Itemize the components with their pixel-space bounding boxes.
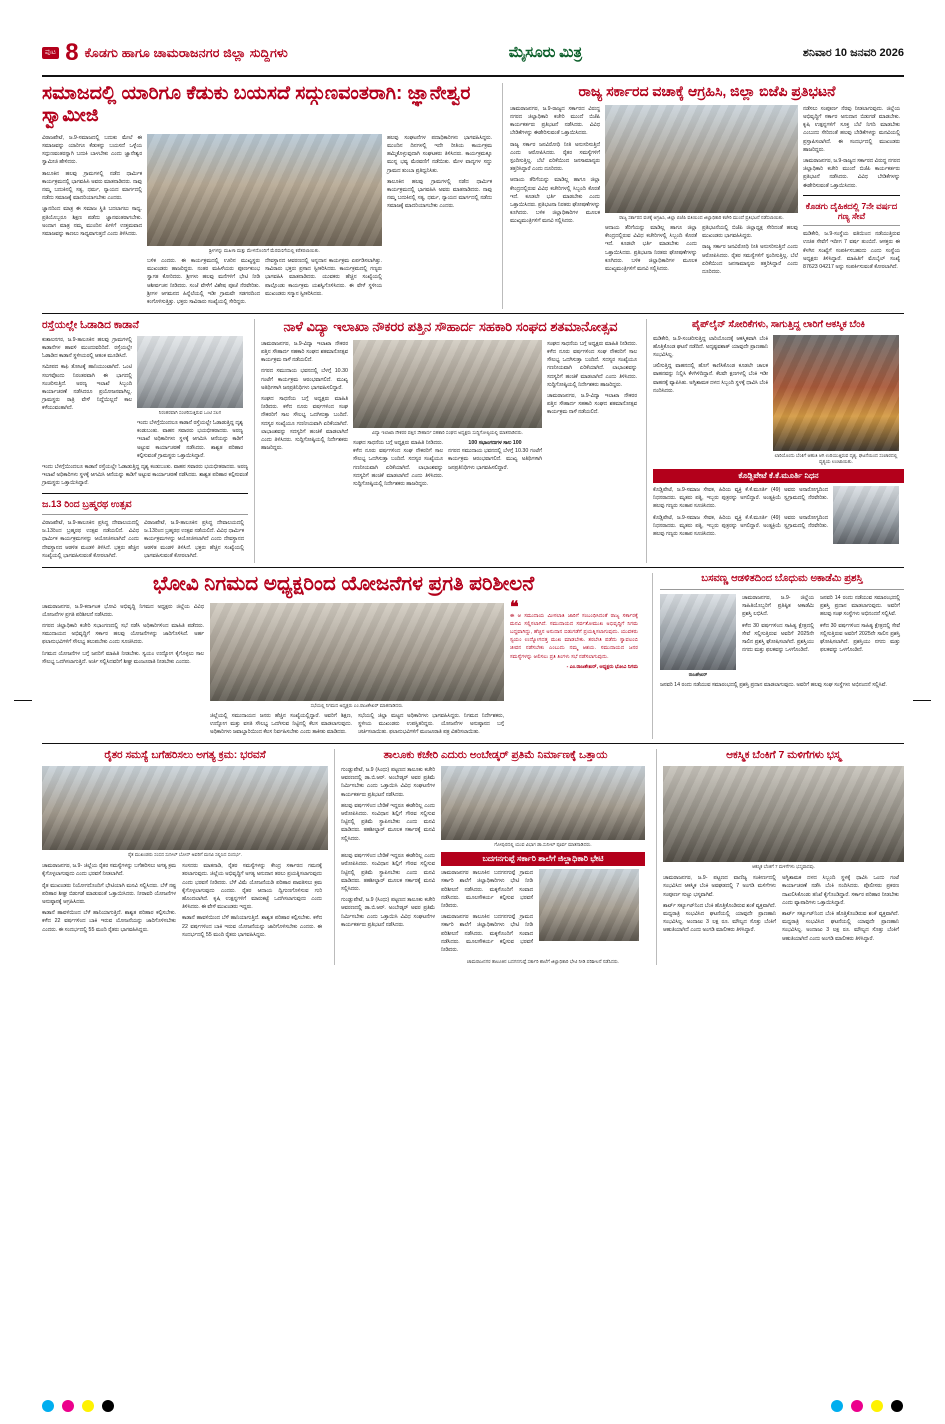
academy-para-1: ಚಾಮರಾಜನಗರ, ಜ.9- ಜಿಲ್ಲೆಯ ಸಾಹಿತಿಯೊಬ್ಬರಿಗೆ ಪ್ರತಿಷ್ಠಿತ ಅಕಾಡೆಮಿ ಪ್ರಶಸ್ತಿ ಲಭಿಸಿದೆ. bbox=[742, 595, 814, 618]
academy-portrait bbox=[660, 594, 736, 670]
trim-mark-left bbox=[14, 700, 32, 701]
ambedkar-photo-block bbox=[441, 766, 645, 848]
ambedkar-para-3: ಹಲವು ವರ್ಷಗಳಿಂದ ಬೇಡಿಕೆ ಇದ್ದರೂ ಈಡೇರಿಲ್ಲ ಎಂದು ಆರೋಪಿಸಿದರು. ಸಂವಿಧಾನ ಶಿಲ್ಪಿಗೆ ಗೌರವ ಸಲ್ಲಿಸುವ ನಿಟ್ಟಿನಲ್ಲಿ ಪ್ರತಿಮೆ ಸ್ಥಾಪಿಸಬೇಕು ಎಂದು ಮನವಿ ಮಾಡಿದರು. ತಹಶೀಲ್ದಾರ್ ಮೂಲಕ ಸರ್ಕಾರಕ್ಕೆ ಮನವಿ ಸಲ್ಲಿಸಿದರು. bbox=[341, 853, 435, 893]
obit-photo-block bbox=[833, 486, 899, 544]
fire7-photo-caption: ಆಕಸ್ಮಿಕ ಬೆಂಕಿಗೆ 7 ಮಳಿಗೆಗಳು ಭಸ್ಮವಾದವು. bbox=[752, 864, 815, 870]
ambedkar-col-1 bbox=[341, 766, 441, 848]
bus-fire-photo-block bbox=[773, 335, 899, 465]
bjp-para-5: ರಾಜ್ಯ ಸರ್ಕಾರ ಜನವಿರೋಧಿ ನೀತಿ ಅನುಸರಿಸುತ್ತಿದೆ ಎಂದು ಆರೋಪಿಸಿದರು. ರೈತರ ಸಮಸ್ಯೆಗಳಿಗೆ ಸ್ಪಂದಿಸುತ್ತಿಲ್ಲ. ಬೆಲೆ ಏರಿಕೆಯಿಂದ ಜನಸಾಮಾನ್ಯರು ತತ್ತರಿಸಿದ್ದಾರೆ ಎಂದು ದೂರಿದರು. bbox=[702, 244, 798, 275]
bjp-col-1 bbox=[510, 105, 605, 279]
bjp-col-2 bbox=[605, 224, 702, 279]
farmer-para-5: ಕಾಡಾನೆ ಹಾವಳಿಯಿಂದ ಬೆಳೆ ಹಾನಿಯಾಗುತ್ತಿದೆ. ಶಾಶ್ವತ ಪರಿಹಾರ ಕಲ್ಪಿಸಬೇಕು. ಕಳೆದ 22 ವರ್ಷಗಳಿಂದ ಬಾಕಿ ಇರುವ ಯೋಜನೆಯನ್ನು ಜಾರಿಗೊಳಿಸಬೇಕು ಎಂದರು. ಈ ಸಂದರ್ಭದಲ್ಲಿ 55 ಮಂದಿ ರೈತರು ಭಾಗವಹಿಸಿದ್ದರು. bbox=[182, 915, 322, 938]
color-registration-marks bbox=[42, 1400, 114, 1412]
bjp-col-4 bbox=[803, 105, 900, 279]
bhovi-col-1 bbox=[42, 603, 210, 740]
school-visit-caption: ಚಾಮರಾಜನಗರ ತಾಲೂಕಿನ ಬದಗನಗುಪ್ಪೆ ಸರ್ಕಾರಿ ಶಾಲೆಗೆ ಜಿಲ್ಲಾಧಿಕಾರಿ ಭೇಟಿ ನೀಡಿ ಪರಿಶೀಲನೆ ನಡೆಸಿದರು. bbox=[466, 959, 620, 965]
bus-fire-photo-caption: ಲಾರಿಯೊಂದು ಬೆಂಕಿಗೆ ಆಹುತಿ ಆಗಿ ಉರಿಯುತ್ತಿರುವ ದೃಶ್ಯ. ಘಟನೆಯಿಂದ ಸಂಚಾರದಲ್ಲಿ ವ್ಯತ್ಯಯ ಉಂಟಾಯಿತು. bbox=[774, 452, 898, 464]
blood-headline: ಕೊಡಗು ದೈಹಿಕದಲ್ಲಿ 7ನೇ ವರ್ಷದ ಗಣ್ಯ ಸೇವೆ bbox=[805, 200, 898, 222]
bhovi-col-2 bbox=[210, 712, 358, 740]
fire7-col-2 bbox=[782, 874, 899, 946]
page-label: ಪುಟ bbox=[42, 47, 59, 59]
bhovi-band bbox=[42, 573, 904, 739]
section-title: ಕೊಡಗು ಹಾಗೂ ಚಾಮರಾಜನಗರ ಜಿಲ್ಲಾ ಸುದ್ದಿಗಳು bbox=[84, 45, 288, 60]
coop-para-6: ಚಾಮರಾಜನಗರ, ಜ.9-ವಿದ್ಯಾ ಇಲಾಖಾ ನೌಕರರ ಪತ್ತಿನ ಸೌಹಾರ್ದ ಸಹಕಾರಿ ಸಂಘದ ಶತಮಾನೋತ್ಸವ ಕಾರ್ಯಕ್ರಮ ನಾಳೆ ನಡೆಯಲಿದೆ. bbox=[547, 393, 637, 416]
academy-photo-block bbox=[660, 594, 742, 678]
elephant-photo-caption: ನಿರಂತರವಾಗಿ ಸಂಚರಿಸುತ್ತಿರುವ ಒಂಟಿ ಸಲಗ bbox=[158, 409, 222, 415]
obit-text bbox=[653, 486, 833, 544]
coop-col-2 bbox=[353, 439, 448, 491]
coop-para-3: ಸಂಘದ ಸಾಧನೆಯ ಬಗ್ಗೆ ಅಧ್ಯಕ್ಷರು ಮಾಹಿತಿ ನೀಡಿದರು. ಕಳೆದ ನೂರು ವರ್ಷಗಳಿಂದ ಸಂಘ ನೌಕರರಿಗೆ ಸಾಲ ಸೌಲಭ್ಯ ಒದಗಿಸುತ್ತಾ ಬಂದಿದೆ. ಸದಸ್ಯರ ಸಂಖ್ಯೆಯೂ ಗಣನೀಯವಾಗಿ ಏರಿಕೆಯಾಗಿದೆ. ಲಾಭಾಂಶವನ್ನು ಸದಸ್ಯರಿಗೆ ಹಂಚಿಕೆ ಮಾಡಲಾಗಿದೆ ಎಂದು ತಿಳಿಸಿದರು. ಸುದ್ದಿಗೋಷ್ಠಿಯಲ್ಲಿ ನಿರ್ದೇಶಕರು ಹಾಜರಿದ್ದರು. bbox=[353, 440, 443, 488]
farmer-photo-caption: ರೈತ ಮುಖಂಡರು ಸಂಸದ ಸುನೀಲ್ ಬೋಸ್ ಅವರಿಗೆ ಮನವಿ ಸಲ್ಲಿಸಿದ ಸಂದರ್ಭ. bbox=[128, 852, 242, 858]
black-dot bbox=[102, 1400, 114, 1412]
yellow-dot bbox=[82, 1400, 94, 1412]
elephant-photo-block bbox=[137, 336, 243, 463]
trim-mark-right bbox=[913, 700, 931, 701]
bjp-col-3 bbox=[702, 224, 798, 279]
masthead-left bbox=[42, 41, 288, 65]
bus-fire-para-2: ಚಲಿಸುತ್ತಿದ್ದ ವಾಹನದಲ್ಲಿ ಹೊಗೆ ಕಾಣಿಸಿಕೊಂಡ ಕೂಡಲೇ ಚಾಲಕ ವಾಹನವನ್ನು ನಿಲ್ಲಿಸಿ ಕೆಳಗಿಳಿದಿದ್ದಾನೆ. ಕೆಲವೇ ಕ್ಷಣಗಳಲ್ಲಿ ಬೆಂಕಿ ಇಡೀ ವಾಹನಕ್ಕೆ ವ್ಯಾಪಿಸಿತು. ಅಗ್ನಿಶಾಮಕ ದಳದ ಸಿಬ್ಬಂದಿ ಸ್ಥಳಕ್ಕೆ ಧಾವಿಸಿ ಬೆಂಕಿ ನಂದಿಸಿದರು. bbox=[653, 363, 768, 394]
bus-fire-photo bbox=[773, 335, 899, 451]
bus-fire-headline: ಪೈಪ್‌ಲೈನ್ ಸೋರಿಕೆಗಳು, ಸಾಗುತ್ತಿದ್ದ ಲಾರಿಗೆ ಆಕಸ್ಮಿಕ ಬೆಂಕಿ bbox=[692, 319, 865, 331]
fire7-headline: ಆಕಸ್ಮಿಕ ಬೆಂಕಿಗೆ 7 ಮಳಿಗೆಗಳು ಭಸ್ಮ bbox=[726, 749, 841, 762]
bhovi-story bbox=[42, 573, 652, 739]
academy-name-caption: ರಾಜಶೇಖರ್ bbox=[688, 672, 708, 678]
cyan-dot bbox=[42, 1400, 54, 1412]
fire7-photo bbox=[663, 766, 904, 862]
bhovi-para-3: ನಿಗಮದ ಯೋಜನೆಗಳ ಬಗ್ಗೆ ಜನರಿಗೆ ಮಾಹಿತಿ ನೀಡಬೇಕು. ಸ್ವಯಂ ಉದ್ಯೋಗ ಕೈಗೊಳ್ಳಲು ಸಾಲ ಸೌಲಭ್ಯ ಒದಗಿಸಲಾಗುತ್ತಿದೆ. ಅರ್ಜಿ ಸಲ್ಲಿಸಿದವರಿಗೆ ಶೀಘ್ರ ಮಂಜೂರಾತಿ ನೀಡಬೇಕು ಎಂದರು. bbox=[42, 650, 204, 665]
bhovi-para-2: ನಗರದ ಜಿಲ್ಲಾಧಿಕಾರಿ ಕಚೇರಿ ಸಭಾಂಗಣದಲ್ಲಿ ಸಭೆ ನಡೆಸಿ ಅಧಿಕಾರಿಗಳಿಂದ ಮಾಹಿತಿ ಪಡೆದರು. ಸಮುದಾಯದ ಅಭಿವೃದ್ಧಿಗೆ ಸರ್ಕಾರ ಹಲವು ಯೋಜನೆಗಳನ್ನು ಜಾರಿಗೊಳಿಸಿದೆ. ಅರ್ಹ ಫಲಾನುಭವಿಗಳಿಗೆ ಸೌಲಭ್ಯ ತಲುಪಬೇಕು ಎಂದು ಸೂಚಿಸಿದರು. bbox=[42, 623, 204, 646]
issue-date: ಶನಿವಾರ 10 ಜನವರಿ 2026 bbox=[802, 46, 904, 59]
coop-story bbox=[254, 319, 646, 563]
academy-para-2: ಕಳೆದ 30 ವರ್ಷಗಳಿಂದ ಸಾಹಿತ್ಯ ಕ್ಷೇತ್ರದಲ್ಲಿ ಸೇವೆ ಸಲ್ಲಿಸುತ್ತಿರುವ ಅವರಿಗೆ 2025ನೇ ಸಾಲಿನ ಪ್ರಶಸ್ತಿ ಘೋಷಿಸಲಾಗಿದೆ. ಪ್ರಶಸ್ತಿಯು ನಗದು ಮತ್ತು ಫಲಕವನ್ನು ಒಳಗೊಂಡಿದೆ. bbox=[742, 622, 814, 654]
bhovi-quote-byline: - ಎಂ.ರಾಜಶೇಖರ್, ಅಧ್ಯಕ್ಷರು ಭೋವಿ ನಿಗಮ bbox=[566, 663, 638, 670]
magenta-dot bbox=[62, 1400, 74, 1412]
bjp-para-7: ಚಾಮರಾಜನಗರ, ಜ.9-ರಾಜ್ಯದ ಸರ್ಕಾರದ ವಿರುದ್ಧ ನಗರದ ಜಿಲ್ಲಾಧಿಕಾರಿ ಕಚೇರಿ ಮುಂದೆ ಬಿಜೆಪಿ ಕಾರ್ಯಕರ್ತರು ಪ್ರತಿಭಟನೆ ನಡೆಸಿದರು. ವಿವಿಧ ಬೇಡಿಕೆಗಳನ್ನು ಈಡೇರಿಸುವಂತೆ ಒತ್ತಾಯಿಸಿದರು. bbox=[803, 158, 900, 189]
lead-para-7: ತಾಲೂಕಿನ ಹಲವು ಗ್ರಾಮಗಳಲ್ಲಿ ನಡೆದ ಧಾರ್ಮಿಕ ಕಾರ್ಯಕ್ರಮದಲ್ಲಿ ಭಾಗವಹಿಸಿ ಅವರು ಮಾತನಾಡಿದರು. ನಾವು ನಮ್ಮ ಬದುಕಿನಲ್ಲಿ ಸತ್ಯ, ಧರ್ಮ, ನ್ಯಾಯದ ಮಾರ್ಗದಲ್ಲಿ ನಡೆದು ಸಮಾಜಕ್ಕೆ ಮಾದರಿಯಾಗಬೇಕು ಎಂದರು. bbox=[387, 178, 492, 210]
lead-para-3: ಜ್ಞಾನದಿಂದ ಮಾತ್ರ ಈ ಸಮಾಜ ಸ್ಥಿತಿ ಬದಲಾಗಲು ಸಾಧ್ಯ. ಪ್ರತಿಯೊಬ್ಬರೂ ಶಿಕ್ಷಣ ಪಡೆದು ಜ್ಞಾನವಂತರಾಗಬೇಕು. ಅಂದಾಗ ಮಾತ್ರ ನಮ್ಮ ಮುಂದಿನ ಪೀಳಿಗೆ ಉತ್ತಮವಾದ ಸಮಾಜವನ್ನು ಕಾಣಲು ಸಾಧ್ಯವಾಗುತ್ತದೆ ಎಂದು ತಿಳಿಸಿದರು. bbox=[42, 206, 142, 238]
coop-para-2b: ಸಂಘದ ಸಾಧನೆಯ ಬಗ್ಗೆ ಅಧ್ಯಕ್ಷರು ಮಾಹಿತಿ ನೀಡಿದರು. ಕಳೆದ ನೂರು ವರ್ಷಗಳಿಂದ ಸಂಘ ನೌಕರರಿಗೆ ಸಾಲ ಸೌಲಭ್ಯ ಒದಗಿಸುತ್ತಾ ಬಂದಿದೆ. ಸದಸ್ಯರ ಸಂಖ್ಯೆಯೂ ಗಣನೀಯವಾಗಿ ಏರಿಕೆಯಾಗಿದೆ. ಲಾಭಾಂಶವನ್ನು ಸದಸ್ಯರಿಗೆ ಹಂಚಿಕೆ ಮಾಡಲಾಗಿದೆ ಎಂದು ತಿಳಿಸಿದರು. ಸುದ್ದಿಗೋಷ್ಠಿಯಲ್ಲಿ ನಿರ್ದೇಶಕರು ಹಾಜರಿದ್ದರು. bbox=[261, 396, 348, 452]
academy-para-4: ಕಳೆದ 30 ವರ್ಷಗಳಿಂದ ಸಾಹಿತ್ಯ ಕ್ಷೇತ್ರದಲ್ಲಿ ಸೇವೆ ಸಲ್ಲಿಸುತ್ತಿರುವ ಅವರಿಗೆ 2025ನೇ ಸಾಲಿನ ಪ್ರಶಸ್ತಿ ಘೋಷಿಸಲಾಗಿದೆ. ಪ್ರಶಸ್ತಿಯು ನಗದು ಮತ್ತು ಫಲಕವನ್ನು ಒಳಗೊಂಡಿದೆ. bbox=[820, 622, 900, 654]
farmer-photo bbox=[42, 766, 328, 850]
farmer-col-2 bbox=[182, 862, 322, 942]
bus-fire-col-1 bbox=[653, 335, 773, 465]
farmer-story bbox=[42, 749, 334, 965]
lead-para-1: ವಿರಾಜಪೇಟೆ, ಜ.9-ಸಮಾಜದಲ್ಲಿ ಬದುಕು ಮೇಲೆ ಈ ಸಮಾಜವನ್ನು ಯಾರಿಗೂ ಕೆಡುಕನ್ನು ಬಯಸದೆ ಒಳ್ಳೆಯ ಸದ್ಗುಣವಂತರನ್ನಾಗಿ ಬದುಕಿ ಬಾಳಬೇಕು ಎಂದು ಜ್ಞಾನೇಶ್ವರ ಸ್ವಾಮೀಜಿ ಹೇಳಿದರು. bbox=[42, 134, 142, 166]
elephant-para-4: ಇಂದು ಬೆಳಗ್ಗೆಯಿಂದಲೂ ಕಾಡಾನೆ ರಸ್ತೆಯಲ್ಲೇ ಓಡಾಡುತ್ತಿದ್ದ ದೃಶ್ಯ ಕಂಡುಬಂತು. ವಾಹನ ಸವಾರರು ಭಯಭೀತರಾದರು. ಅರಣ್ಯ ಇಲಾಖೆ ಅಧಿಕಾರಿಗಳು ಸ್ಥಳಕ್ಕೆ ಆಗಮಿಸಿ ಆನೆಯನ್ನು ಕಾಡಿಗೆ ಅಟ್ಟುವ ಕಾರ್ಯಾಚರಣೆ ನಡೆಸಿದರು. ಶಾಶ್ವತ ಪರಿಹಾರ ಕಲ್ಪಿಸುವಂತೆ ಗ್ರಾಮಸ್ಥರು ಒತ್ತಾಯಿಸಿದ್ದಾರೆ. bbox=[42, 464, 248, 487]
farmer-para-1: ಚಾಮರಾಜನಗರ, ಜ.9- ಜಿಲ್ಲೆಯ ರೈತರ ಸಮಸ್ಯೆಗಳನ್ನು ಬಗೆಹರಿಸಲು ಅಗತ್ಯ ಕ್ರಮ ಕೈಗೊಳ್ಳಲಾಗುವುದು ಎಂದು ಭರವಸೆ ನೀಡಲಾಗಿದೆ. bbox=[42, 863, 176, 878]
coop-headline: ನಾಳೆ ವಿದ್ಯಾ ಇಲಾಖಾ ನೌಕರರ ಪತ್ತಿನ ಸೌಹಾರ್ದ ಸಹಕಾರಿ ಸಂಘದ ಶತಮಾನೋತ್ಸವ bbox=[283, 319, 618, 335]
ambedkar-para-1: ಗುಂಡ್ಲುಪೇಟೆ, ಜ.9 (ಸಿಂಧು) ಪಟ್ಟಣದ ತಾಲೂಕು ಕಚೇರಿ ಆವರಣದಲ್ಲಿ ಡಾ.ಬಿ.ಆರ್. ಅಂಬೇಡ್ಕರ್ ಅವರ ಪ್ರತಿಮೆ ನಿರ್ಮಿಸಬೇಕು ಎಂದು ಒತ್ತಾಯಿಸಿ ವಿವಿಧ ಸಂಘಟನೆಗಳ ಕಾರ್ಯಕರ್ತರು ಪ್ರತಿಭಟನೆ ನಡೆಸಿದರು. bbox=[341, 767, 435, 798]
page-sheet bbox=[42, 36, 904, 1388]
lead-col-4 bbox=[387, 134, 492, 309]
bjp-para-2: ರಾಜ್ಯ ಸರ್ಕಾರ ಜನವಿರೋಧಿ ನೀತಿ ಅನುಸರಿಸುತ್ತಿದೆ ಎಂದು ಆರೋಪಿಸಿದರು. ರೈತರ ಸಮಸ್ಯೆಗಳಿಗೆ ಸ್ಪಂದಿಸುತ್ತಿಲ್ಲ. ಬೆಲೆ ಏರಿಕೆಯಿಂದ ಜನಸಾಮಾನ್ಯರು ತತ್ತರಿಸಿದ್ದಾರೆ ಎಂದು ದೂರಿದರು. bbox=[510, 141, 600, 173]
farmer-para-3: ಕಾಡಾನೆ ಹಾವಳಿಯಿಂದ ಬೆಳೆ ಹಾನಿಯಾಗುತ್ತಿದೆ. ಶಾಶ್ವತ ಪರಿಹಾರ ಕಲ್ಪಿಸಬೇಕು. ಕಳೆದ 22 ವರ್ಷಗಳಿಂದ ಬಾಕಿ ಇರುವ ಯೋಜನೆಯನ್ನು ಜಾರಿಗೊಳಿಸಬೇಕು ಎಂದರು. ಈ ಸಂದರ್ಭದಲ್ಲಿ 55 ಮಂದಿ ರೈತರು ಭಾಗವಹಿಸಿದ್ದರು. bbox=[42, 910, 176, 933]
fire7-story bbox=[656, 749, 904, 965]
fire7-para-4: ಶಾರ್ಟ್ ಸರ್ಕ್ಯೂಟ್‌ನಿಂದ ಬೆಂಕಿ ಹೊತ್ತಿಕೊಂಡಿರುವ ಶಂಕೆ ವ್ಯಕ್ತವಾಗಿದೆ. ಮಧ್ಯರಾತ್ರಿ ಸಂಭವಿಸಿದ ಘಟನೆಯಲ್ಲಿ ಯಾವುದೇ ಪ್ರಾಣಹಾನಿ ಸಂಭವಿಸಿಲ್ಲ. ಅಂದಾಜು 3 ಲಕ್ಷ ರೂ. ಮೌಲ್ಯದ ಸೊತ್ತು ಬೆಂಕಿಗೆ ಆಹುತಿಯಾಗಿದೆ ಎಂದು ಅಂಗಡಿ ಮಾಲೀಕರು ತಿಳಿಸಿದ್ದಾರೆ. bbox=[782, 911, 899, 942]
lead-para-2: ತಾಲೂಕಿನ ಹಲವು ಗ್ರಾಮಗಳಲ್ಲಿ ನಡೆದ ಧಾರ್ಮಿಕ ಕಾರ್ಯಕ್ರಮದಲ್ಲಿ ಭಾಗವಹಿಸಿ ಅವರು ಮಾತನಾಡಿದರು. ನಾವು ನಮ್ಮ ಬದುಕಿನಲ್ಲಿ ಸತ್ಯ, ಧರ್ಮ, ನ್ಯಾಯದ ಮಾರ್ಗದಲ್ಲಿ ನಡೆದು ಸಮಾಜಕ್ಕೆ ಮಾದರಿಯಾಗಬೇಕು ಎಂದರು. bbox=[42, 170, 142, 202]
academy-col-1 bbox=[742, 594, 820, 678]
academy-headline: ಬಸವಣ್ಣ ಆಡಳಿತದಿಂದ ಬೊಧುಮ ಅಕಾಡೆಮಿ ಪ್ರಶಸ್ತಿ bbox=[701, 573, 863, 585]
bridge-para-2: ವಿರಾಜಪೇಟೆ, ಜ.9-ತಾಲೂಕಿನ ಪ್ರಸಿದ್ಧ ದೇವಾಲಯದಲ್ಲಿ ಜ.13ರಿಂದ ಬ್ರಹ್ಮರಥ ಉತ್ಸವ ನಡೆಯಲಿದೆ. ವಿವಿಧ ಧಾರ್ಮಿಕ ಕಾರ್ಯಕ್ರಮಗಳನ್ನು ಆಯೋಜಿಸಲಾಗಿದೆ ಎಂದು ದೇವಸ್ಥಾನದ ಆಡಳಿತ ಮಂಡಳಿ ತಿಳಿಸಿದೆ. ಭಕ್ತರು ಹೆಚ್ಚಿನ ಸಂಖ್ಯೆಯಲ್ಲಿ ಭಾಗವಹಿಸುವಂತೆ ಕೋರಲಾಗಿದೆ. bbox=[144, 520, 244, 559]
bhovi-quote: ಈ ಆ ಸಮುದಾಯ ಮೀಸಲಾತಿ ಜಾರಿಗೆ ಸಂಬಂಧಿಸಿದಂತೆ ರಾಜ್ಯ ಸರ್ಕಾರಕ್ಕೆ ಮನವಿ ಸಲ್ಲಿಸಲಾಗಿದೆ. ಸಮುದಾಯದ ಸರ್ವತೋಮುಖ ಅಭಿವೃದ್ಧಿಗೆ ನಿಗಮ ಬದ್ಧವಾಗಿದ್ದು, ಹೆಚ್ಚಿನ ಅನುದಾನ ಬಿಡುಗಡೆಗೆ ಪ್ರಯತ್ನಿಸಲಾಗುವುದು. ಯುವಕರು ಸ್ವಯಂ ಉದ್ಯೋಗದತ್ತ ಮುಖ ಮಾಡಬೇಕು. ತರಬೇತಿ ಪಡೆದು ಸ್ವಾವಲಂಬಿ ಜೀವನ ನಡೆಸಬೇಕು ಎಂಬುದು ನಮ್ಮ ಆಶಯ. ಸಮುದಾಯದ ಜನರ ಸಮಸ್ಯೆಗಳನ್ನು ಆಲಿಸಲು ಪ್ರತಿ ತಿಂಗಳು ಸಭೆ ನಡೆಸಲಾಗುವುದು. bbox=[510, 613, 638, 660]
obit-portrait bbox=[833, 486, 899, 544]
bjp-para-3: ಆದಾಯ ತೆರಿಗೆಯನ್ನು ಮಾಡಿಲ್ಲ ಹಾಗೂ ಜಿಲ್ಲಾ ಕೇಂದ್ರದಲ್ಲಿರುವ ವಿವಿಧ ಕಚೇರಿಗಳಲ್ಲಿ ಸಿಬ್ಬಂದಿ ಕೊರತೆ ಇದೆ. ಕೂಡಲೇ ಭರ್ತಿ ಮಾಡಬೇಕು ಎಂದು ಒತ್ತಾಯಿಸಿದರು. ಪ್ರತಿಭಟನಾ ನಿರತರು ಘೋಷಣೆಗಳನ್ನು ಕೂಗಿದರು. ಬಳಿಕ ಜಿಲ್ಲಾಧಿಕಾರಿಗಳ ಮೂಲಕ ಮುಖ್ಯಮಂತ್ರಿಗಳಿಗೆ ಮನವಿ ಸಲ್ಲಿಸಿದರು. bbox=[605, 224, 697, 272]
coop-para-1: ಚಾಮರಾಜನಗರ, ಜ.9-ವಿದ್ಯಾ ಇಲಾಖಾ ನೌಕರರ ಪತ್ತಿನ ಸೌಹಾರ್ದ ಸಹಕಾರಿ ಸಂಘದ ಶತಮಾನೋತ್ಸವ ಕಾರ್ಯಕ್ರಮ ನಾಳೆ ನಡೆಯಲಿದೆ. bbox=[261, 340, 348, 364]
bjp-story bbox=[502, 83, 904, 309]
academy-para-5: ಜನವರಿ 14 ರಂದು ನಡೆಯುವ ಸಮಾರಂಭದಲ್ಲಿ ಪ್ರಶಸ್ತಿ ಪ್ರದಾನ ಮಾಡಲಾಗುವುದು. ಅವರಿಗೆ ಹಲವು ಸಂಘ ಸಂಸ್ಥೆಗಳು ಅಭಿನಂದನೆ ಸಲ್ಲಿಸಿವೆ. bbox=[660, 682, 887, 689]
obit-para-2: ಕೊಡ್ಲಿಪೇಟೆ, ಜ.9-ಸಮಾಜ ಸೇವಕ, ಹಿರಿಯ ವ್ಯಕ್ತಿ ಕೆ.ಕೆ.ಮೂರ್ತಿ (49) ಅವರು ಅನಾರೋಗ್ಯದಿಂದ ನಿಧನರಾದರು. ಮೃತರು ಪತ್ನಿ, ಇಬ್ಬರು ಪುತ್ರರನ್ನು ಅಗಲಿದ್ದಾರೆ. ಅಂತ್ಯಕ್ರಿಯೆ ಸ್ವಗ್ರಾಮದಲ್ಲಿ ನೆರವೇರಿತು. ಹಲವು ಗಣ್ಯರು ಸಂತಾಪ ಸೂಚಿಸಿದರು. bbox=[653, 514, 828, 537]
school-visit-photo-block bbox=[539, 869, 639, 957]
bhovi-col-3 bbox=[358, 712, 504, 740]
lead-col-1 bbox=[42, 134, 147, 309]
school-visit-para-1: ಚಾಮರಾಜನಗರ ತಾಲೂಕಿನ ಬದಗನಗುಪ್ಪೆ ಗ್ರಾಮದ ಸರ್ಕಾರಿ ಶಾಲೆಗೆ ಜಿಲ್ಲಾಧಿಕಾರಿಗಳು ಭೇಟಿ ನೀಡಿ ಪರಿಶೀಲನೆ ನಡೆಸಿದರು. ಮಕ್ಕಳೊಂದಿಗೆ ಸಂವಾದ ನಡೆಸಿದರು. ಮೂಲಸೌಕರ್ಯ ಕಲ್ಪಿಸುವ ಭರವಸೆ ನೀಡಿದರು. bbox=[441, 870, 533, 910]
lead-para-5: ದೇವಸ್ಥಾನದ ಆವರಣದಲ್ಲಿ ಅನ್ನದಾನ ಕಾರ್ಯಕ್ರಮ ಏರ್ಪಡಿಸಲಾಗಿತ್ತು. ಸಾವಿರಾರು ಭಕ್ತರು ಪ್ರಸಾದ ಸ್ವೀಕರಿಸಿದರು. ಕಾರ್ಯಕ್ರಮದಲ್ಲಿ ಗಣ್ಯರು ಭಾಗವಹಿಸಿ ಮಾತನಾಡಿದರು. ಯುವಕರು ಹೆಚ್ಚಿನ ಸಂಖ್ಯೆಯಲ್ಲಿ ಪಾಲ್ಗೊಂಡು ಕಾರ್ಯಕ್ರಮ ಯಶಸ್ವಿಗೊಳಿಸಿದರು. ಈ ವೇಳೆ ಸ್ಥಳೀಯ ಮುಖಂಡರು ಸನ್ಮಾನ ಸ್ವೀಕರಿಸಿದರು. bbox=[265, 258, 382, 297]
coop-col-4 bbox=[547, 340, 637, 491]
bjp-para-1: ಚಾಮರಾಜನಗರ, ಜ.9-ರಾಜ್ಯದ ಸರ್ಕಾರದ ವಿರುದ್ಧ ನಗರದ ಜಿಲ್ಲಾಧಿಕಾರಿ ಕಚೇರಿ ಮುಂದೆ ಬಿಜೆಪಿ ಕಾರ್ಯಕರ್ತರು ಪ್ರತಿಭಟನೆ ನಡೆಸಿದರು. ವಿವಿಧ ಬೇಡಿಕೆಗಳನ್ನು ಈಡೇರಿಸುವಂತೆ ಒತ್ತಾಯಿಸಿದರು. bbox=[510, 105, 600, 137]
academy-para-3: ಜನವರಿ 14 ರಂದು ನಡೆಯುವ ಸಮಾರಂಭದಲ್ಲಿ ಪ್ರಶಸ್ತಿ ಪ್ರದಾನ ಮಾಡಲಾಗುವುದು. ಅವರಿಗೆ ಹಲವು ಸಂಘ ಸಂಸ್ಥೆಗಳು ಅಭಿನಂದನೆ ಸಲ್ಲಿಸಿವೆ. bbox=[820, 595, 900, 618]
coop-para-5: ಸಂಘದ ಸಾಧನೆಯ ಬಗ್ಗೆ ಅಧ್ಯಕ್ಷರು ಮಾಹಿತಿ ನೀಡಿದರು. ಕಳೆದ ನೂರು ವರ್ಷಗಳಿಂದ ಸಂಘ ನೌಕರರಿಗೆ ಸಾಲ ಸೌಲಭ್ಯ ಒದಗಿಸುತ್ತಾ ಬಂದಿದೆ. ಸದಸ್ಯರ ಸಂಖ್ಯೆಯೂ ಗಣನೀಯವಾಗಿ ಏರಿಕೆಯಾಗಿದೆ. ಲಾಭಾಂಶವನ್ನು ಸದಸ್ಯರಿಗೆ ಹಂಚಿಕೆ ಮಾಡಲಾಗಿದೆ ಎಂದು ತಿಳಿಸಿದರು. ಸುದ್ದಿಗೋಷ್ಠಿಯಲ್ಲಿ ನಿರ್ದೇಶಕರು ಹಾಜರಿದ್ದರು. bbox=[547, 340, 637, 388]
bhovi-quote-block bbox=[510, 598, 638, 740]
lead-photo bbox=[147, 134, 382, 246]
elephant-para-2: ಸಮೀಪದ ಕಾಫಿ ತೋಟಕ್ಕೆ ಹಾನಿಯುಂಟಾಗಿದೆ. ಒಂಟಿ ಸಲಗವೊಂದು ನಿರಂತರವಾಗಿ ಈ ಭಾಗದಲ್ಲಿ ಸಂಚರಿಸುತ್ತಿದೆ. ಅರಣ್ಯ ಇಲಾಖೆ ಸಿಬ್ಬಂದಿ ಕಾರ್ಯಾಚರಣೆ ನಡೆಸಿದರೂ ಪ್ರಯೋಜನವಾಗಿಲ್ಲ. ಗ್ರಾಮಸ್ಥರು ರಾತ್ರಿ ವೇಳೆ ನಿದ್ದೆಯಿಲ್ಲದೆ ಕಾಲ ಕಳೆಯುವಂತಾಗಿದೆ. bbox=[42, 364, 132, 412]
school-visit-text bbox=[441, 869, 539, 957]
bhovi-headline: ಭೋವಿ ನಿಗಮದ ಅಧ್ಯಕ್ಷರಿಂದ ಯೋಜನೆಗಳ ಪ್ರಗತಿ ಪರಿಶೀಲನೆ bbox=[152, 573, 535, 596]
school-visit-photo bbox=[539, 869, 639, 941]
farmer-para-4: ಸಂಸದರು ಮಾತನಾಡಿ, ರೈತರ ಸಮಸ್ಯೆಗಳನ್ನು ಕೇಂದ್ರ ಸರ್ಕಾರದ ಗಮನಕ್ಕೆ ತರಲಾಗುವುದು. ಜಿಲ್ಲೆಯ ಅಭಿವೃದ್ಧಿಗೆ ಅಗತ್ಯ ಅನುದಾನ ತರಲು ಪ್ರಯತ್ನಿಸಲಾಗುವುದು ಎಂದು ಭರವಸೆ ನೀಡಿದರು. ಬೆಳೆ ವಿಮೆ ಯೋಜನೆಯಡಿ ಪರಿಹಾರ ಪಾವತಿಸಲು ಕ್ರಮ ಕೈಗೊಳ್ಳಲಾಗುವುದು ಎಂದರು. ರೈತರ ಆದಾಯ ದ್ವಿಗುಣಗೊಳಿಸುವ ಗುರಿ ಹೊಂದಲಾಗಿದೆ. ಕೃಷಿ ಉತ್ಪನ್ನಗಳಿಗೆ ಮಾರುಕಟ್ಟೆ ಒದಗಿಸಲಾಗುವುದು ಎಂದು ತಿಳಿಸಿದರು. ಈ ವೇಳೆ ಮುಖಂಡರು ಇದ್ದರು. bbox=[182, 863, 322, 911]
lead-col-2 bbox=[147, 257, 265, 309]
ambedkar-para-4: ಗುಂಡ್ಲುಪೇಟೆ, ಜ.9 (ಸಿಂಧು) ಪಟ್ಟಣದ ತಾಲೂಕು ಕಚೇರಿ ಆವರಣದಲ್ಲಿ ಡಾ.ಬಿ.ಆರ್. ಅಂಬೇಡ್ಕರ್ ಅವರ ಪ್ರತಿಮೆ ನಿರ್ಮಿಸಬೇಕು ಎಂದು ಒತ್ತಾಯಿಸಿ ವಿವಿಧ ಸಂಘಟನೆಗಳ ಕಾರ್ಯಕರ್ತರು ಪ್ರತಿಭಟನೆ ನಡೆಸಿದರು. bbox=[341, 897, 435, 928]
elephant-para-3: ಇಂದು ಬೆಳಗ್ಗೆಯಿಂದಲೂ ಕಾಡಾನೆ ರಸ್ತೆಯಲ್ಲೇ ಓಡಾಡುತ್ತಿದ್ದ ದೃಶ್ಯ ಕಂಡುಬಂತು. ವಾಹನ ಸವಾರರು ಭಯಭೀತರಾದರು. ಅರಣ್ಯ ಇಲಾಖೆ ಅಧಿಕಾರಿಗಳು ಸ್ಥಳಕ್ಕೆ ಆಗಮಿಸಿ ಆನೆಯನ್ನು ಕಾಡಿಗೆ ಅಟ್ಟುವ ಕಾರ್ಯಾಚರಣೆ ನಡೆಸಿದರು. ಶಾಶ್ವತ ಪರಿಹಾರ ಕಲ್ಪಿಸುವಂತೆ ಗ್ರಾಮಸ್ಥರು ಒತ್ತಾಯಿಸಿದ್ದಾರೆ. bbox=[137, 420, 243, 459]
obit-para-1: ಕೊಡ್ಲಿಪೇಟೆ, ಜ.9-ಸಮಾಜ ಸೇವಕ, ಹಿರಿಯ ವ್ಯಕ್ತಿ ಕೆ.ಕೆ.ಮೂರ್ತಿ (49) ಅವರು ಅನಾರೋಗ್ಯದಿಂದ ನಿಧನರಾದರು. ಮೃತರು ಪತ್ನಿ, ಇಬ್ಬರು ಪುತ್ರರನ್ನು ಅಗಲಿದ್ದಾರೆ. ಅಂತ್ಯಕ್ರಿಯೆ ಸ್ವಗ್ರಾಮದಲ್ಲಿ ನೆರವೇರಿತು. ಹಲವು ಗಣ್ಯರು ಸಂತಾಪ ಸೂಚಿಸಿದರು. bbox=[653, 486, 828, 510]
bjp-photo-block bbox=[605, 105, 803, 279]
fire7-col-1 bbox=[663, 874, 782, 946]
fire7-para-1: ಚಾಮರಾಜನಗರ, ಜ.9- ಪಟ್ಟಣದ ವಾಣಿಜ್ಯ ಸಂಕೀರ್ಣದಲ್ಲಿ ಸಂಭವಿಸಿದ ಆಕಸ್ಮಿಕ ಬೆಂಕಿ ಅವಘಡದಲ್ಲಿ 7 ಅಂಗಡಿ ಮಳಿಗೆಗಳು ಸಂಪೂರ್ಣ ಸುಟ್ಟು ಭಸ್ಮವಾಗಿವೆ. bbox=[663, 875, 776, 898]
ambedkar-photo bbox=[441, 766, 645, 840]
elephant-para-1: ಕುಶಾಲನಗರ, ಜ.9-ತಾಲೂಕಿನ ಹಲವು ಗ್ರಾಮಗಳಲ್ಲಿ ಕಾಡಾನೆಗಳ ಹಾವಳಿ ಮುಂದುವರಿದಿದೆ. ರಸ್ತೆಯಲ್ಲೇ ಓಡಾಡಿದ ಕಾಡಾನೆ ಸ್ಥಳೀಯರಲ್ಲಿ ಆತಂಕ ಮೂಡಿಸಿದೆ. bbox=[42, 336, 132, 360]
lead-photo-caption: ಶ್ರೀಗಳನ್ನು ಮಹಿಳಾ ಮತ್ತು ಮೇಳದೊಂದಿಗೆ ಮೆರವಣಿಗೆಯಲ್ಲಿ ಕರೆತರಲಾಯಿತು. bbox=[209, 247, 320, 253]
lead-story bbox=[42, 83, 502, 309]
bridge-headline: ಜ.13 ರಿಂದ ಬ್ರಹ್ಮರಥ ಉತ್ಸವ bbox=[42, 498, 132, 510]
bottom-band bbox=[42, 749, 904, 965]
ambedkar-story bbox=[334, 749, 656, 965]
coop-photo bbox=[353, 340, 542, 428]
bhovi-para-4: ಜಿಲ್ಲೆಯಲ್ಲಿ ಸಮುದಾಯದ ಜನರು ಹೆಚ್ಚಿನ ಸಂಖ್ಯೆಯಲ್ಲಿದ್ದಾರೆ. ಅವರಿಗೆ ಶಿಕ್ಷಣ, ಉದ್ಯೋಗ ಮತ್ತು ವಸತಿ ಸೌಲಭ್ಯ ಒದಗಿಸುವ ನಿಟ್ಟಿನಲ್ಲಿ ಕೆಲಸ ಮಾಡಲಾಗುವುದು. ಅಧಿಕಾರಿಗಳು ಜವಾಬ್ದಾರಿಯಿಂದ ಕೆಲಸ ನಿರ್ವಹಿಸಬೇಕು ಎಂದು ತಾಕೀತು ಮಾಡಿದರು. bbox=[210, 712, 352, 736]
coop-photo-block bbox=[353, 340, 547, 491]
bhovi-photo-caption: ಸಭೆಯಲ್ಲಿ ನಿಗಮದ ಅಧ್ಯಕ್ಷರು ಎಂ.ರಾಜಶೇಖರ್ ಮಾತನಾಡಿದರು. bbox=[310, 702, 404, 708]
obit-headline: ಕೊಡ್ಲಿಪೇಟೆ ಕೆ.ಕೆ.ಮೂರ್ತಿ ನಿಧನ bbox=[653, 469, 904, 483]
bus-fire-para-1: ಮಡಿಕೇರಿ, ಜ.9-ಸಂಚರಿಸುತ್ತಿದ್ದ ಲಾರಿಯೊಂದಕ್ಕೆ ಆಕಸ್ಮಿಕವಾಗಿ ಬೆಂಕಿ ಹೊತ್ತಿಕೊಂಡ ಘಟನೆ ನಡೆದಿದೆ. ಅದೃಷ್ಟವಶಾತ್ ಯಾವುದೇ ಪ್ರಾಣಹಾನಿ ಸಂಭವಿಸಿಲ್ಲ. bbox=[653, 335, 768, 359]
bjp-headline: ರಾಜ್ಯ ಸರ್ಕಾರದ ವಚಾಕ್ಕೆ ಆಗ್ರಹಿಸಿ, ಜಿಲ್ಲಾ ಬಿಜೆಪಿ ಪ್ರತಿಭಟನೆ bbox=[578, 83, 836, 99]
bjp-photo bbox=[605, 105, 798, 213]
bridge-col-1 bbox=[42, 519, 144, 563]
bhovi-para-1: ಚಾಮರಾಜನಗರ, ಜ.9-ಕರ್ನಾಟಕ ಭೋವಿ ಅಭಿವೃದ್ಧಿ ನಿಗಮದ ಅಧ್ಯಕ್ಷರು ಜಿಲ್ಲೆಯ ವಿವಿಧ ಯೋಜನೆಗಳ ಪ್ರಗತಿ ಪರಿಶೀಲನೆ ನಡೆಸಿದರು. bbox=[42, 603, 204, 618]
coop-para-2: ನಗರದ ಸಮುದಾಯ ಭವನದಲ್ಲಿ ಬೆಳಗ್ಗೆ 10.30 ಗಂಟೆಗೆ ಕಾರ್ಯಕ್ರಮ ಆರಂಭವಾಗಲಿದೆ. ಮುಖ್ಯ ಅತಿಥಿಗಳಾಗಿ ಜನಪ್ರತಿನಿಧಿಗಳು ಭಾಗವಹಿಸಲಿದ್ದಾರೆ. bbox=[261, 368, 348, 391]
ambedkar-para-2: ಹಲವು ವರ್ಷಗಳಿಂದ ಬೇಡಿಕೆ ಇದ್ದರೂ ಈಡೇರಿಲ್ಲ ಎಂದು ಆರೋಪಿಸಿದರು. ಸಂವಿಧಾನ ಶಿಲ್ಪಿಗೆ ಗೌರವ ಸಲ್ಲಿಸುವ ನಿಟ್ಟಿನಲ್ಲಿ ಪ್ರತಿಮೆ ಸ್ಥಾಪಿಸಬೇಕು ಎಂದು ಮನವಿ ಮಾಡಿದರು. ತಹಶೀಲ್ದಾರ್ ಮೂಲಕ ಸರ್ಕಾರಕ್ಕೆ ಮನವಿ ಸಲ್ಲಿಸಿದರು. bbox=[341, 802, 435, 842]
publication-logo: ಮೈಸೂರು ಮಿತ್ರ bbox=[508, 45, 583, 61]
lead-col-3 bbox=[265, 257, 382, 309]
ambedkar-sub-block bbox=[441, 852, 645, 965]
coop-highlight: 100 ಸಭಾಂಗಣಗಳ ಸಾಲ 100 bbox=[468, 440, 522, 446]
school-visit-para-2: ಚಾಮರಾಜನಗರ ತಾಲೂಕಿನ ಬದಗನಗುಪ್ಪೆ ಗ್ರಾಮದ ಸರ್ಕಾರಿ ಶಾಲೆಗೆ ಜಿಲ್ಲಾಧಿಕಾರಿಗಳು ಭೇಟಿ ನೀಡಿ ಪರಿಶೀಲನೆ ನಡೆಸಿದರು. ಮಕ್ಕಳೊಂದಿಗೆ ಸಂವಾದ ನಡೆಸಿದರು. ಮೂಲಸೌಕರ್ಯ ಕಲ್ಪಿಸುವ ಭರವಸೆ ನೀಡಿದರು. bbox=[441, 914, 533, 954]
bridge-col-2 bbox=[144, 519, 244, 563]
elephant-col-1 bbox=[42, 336, 137, 463]
coop-para-4: ನಗರದ ಸಮುದಾಯ ಭವನದಲ್ಲಿ ಬೆಳಗ್ಗೆ 10.30 ಗಂಟೆಗೆ ಕಾರ್ಯಕ್ರಮ ಆರಂಭವಾಗಲಿದೆ. ಮುಖ್ಯ ಅತಿಥಿಗಳಾಗಿ ಜನಪ್ರತಿನಿಧಿಗಳು ಭಾಗವಹಿಸಲಿದ್ದಾರೆ. bbox=[448, 448, 542, 471]
farmer-headline: ರೈತರ ಸಮಸ್ಯೆ ಬಗೆಹರಿಸಲು ಅಗತ್ಯ ಕ್ರಮ: ಭರವಸೆ bbox=[104, 749, 266, 762]
coop-col-3 bbox=[448, 439, 542, 491]
bridge-para-1: ವಿರಾಜಪೇಟೆ, ಜ.9-ತಾಲೂಕಿನ ಪ್ರಸಿದ್ಧ ದೇವಾಲಯದಲ್ಲಿ ಜ.13ರಿಂದ ಬ್ರಹ್ಮರಥ ಉತ್ಸವ ನಡೆಯಲಿದೆ. ವಿವಿಧ ಧಾರ್ಮಿಕ ಕಾರ್ಯಕ್ರಮಗಳನ್ನು ಆಯೋಜಿಸಲಾಗಿದೆ ಎಂದು ದೇವಸ್ಥಾನದ ಆಡಳಿತ ಮಂಡಳಿ ತಿಳಿಸಿದೆ. ಭಕ್ತರು ಹೆಚ್ಚಿನ ಸಂಖ್ಯೆಯಲ್ಲಿ ಭಾಗವಹಿಸುವಂತೆ ಕೋರಲಾಗಿದೆ. bbox=[42, 520, 139, 559]
bus-fire-story bbox=[646, 319, 904, 563]
lead-photo-block bbox=[147, 134, 387, 309]
bhovi-photo-block bbox=[210, 603, 510, 740]
elephant-story bbox=[42, 319, 254, 563]
fire7-para-2: ಶಾರ್ಟ್ ಸರ್ಕ್ಯೂಟ್‌ನಿಂದ ಬೆಂಕಿ ಹೊತ್ತಿಕೊಂಡಿರುವ ಶಂಕೆ ವ್ಯಕ್ತವಾಗಿದೆ. ಮಧ್ಯರಾತ್ರಿ ಸಂಭವಿಸಿದ ಘಟನೆಯಲ್ಲಿ ಯಾವುದೇ ಪ್ರಾಣಹಾನಿ ಸಂಭವಿಸಿಲ್ಲ. ಅಂದಾಜು 3 ಲಕ್ಷ ರೂ. ಮೌಲ್ಯದ ಸೊತ್ತು ಬೆಂಕಿಗೆ ಆಹುತಿಯಾಗಿದೆ ಎಂದು ಅಂಗಡಿ ಮಾಲೀಕರು ತಿಳಿಸಿದ್ದಾರೆ. bbox=[663, 902, 776, 934]
bhovi-para-5: ಸಭೆಯಲ್ಲಿ ಜಿಲ್ಲಾ ಮಟ್ಟದ ಅಧಿಕಾರಿಗಳು ಭಾಗವಹಿಸಿದ್ದರು. ನಿಗಮದ ನಿರ್ದೇಶಕರು, ಸ್ಥಳೀಯ ಮುಖಂಡರು ಉಪಸ್ಥಿತರಿದ್ದರು. ಯೋಜನೆಗಳ ಅನುಷ್ಠಾನದ ಬಗ್ಗೆ ಚರ್ಚಿಸಲಾಯಿತು. ಫಲಾನುಭವಿಗಳಿಗೆ ಮಂಜೂರಾತಿ ಪತ್ರ ವಿತರಿಸಲಾಯಿತು. bbox=[358, 712, 504, 736]
elephant-headline: ರಸ್ತೆಯಲ್ಲೇ ಓಡಾಡಿದ ಕಾಡಾನೆ bbox=[42, 319, 139, 332]
fire7-para-3: ಅಗ್ನಿಶಾಮಕ ದಳದ ಸಿಬ್ಬಂದಿ ಸ್ಥಳಕ್ಕೆ ಧಾವಿಸಿ ಒಂದು ಗಂಟೆ ಕಾರ್ಯಾಚರಣೆ ನಡೆಸಿ ಬೆಂಕಿ ನಂದಿಸಿದರು. ಪೊಲೀಸರು ಪ್ರಕರಣ ದಾಖಲಿಸಿಕೊಂಡು ತನಿಖೆ ಕೈಗೊಂಡಿದ್ದಾರೆ. ಸರ್ಕಾರ ಪರಿಹಾರ ನೀಡಬೇಕು ಎಂದು ವ್ಯಾಪಾರಿಗಳು ಒತ್ತಾಯಿಸಿದ್ದಾರೆ. bbox=[782, 875, 899, 906]
second-band bbox=[42, 319, 904, 563]
top-section bbox=[42, 83, 904, 309]
magenta-dot-right bbox=[851, 1400, 863, 1412]
page-number: 8 bbox=[65, 39, 79, 66]
farmer-col-1 bbox=[42, 862, 182, 942]
bhovi-photo bbox=[210, 603, 504, 701]
elephant-photo bbox=[137, 336, 243, 408]
ambedkar-headline: ತಾಲೂಕು ಕಚೇರಿ ಎದುರು ಅಂಬೇಡ್ಕರ್ ಪ್ರತಿಮೆ ನಿರ್ಮಾಣಕ್ಕೆ ಒತ್ತಾಯ bbox=[383, 749, 608, 762]
bjp-para-2b: ಆದಾಯ ತೆರಿಗೆಯನ್ನು ಮಾಡಿಲ್ಲ ಹಾಗೂ ಜಿಲ್ಲಾ ಕೇಂದ್ರದಲ್ಲಿರುವ ವಿವಿಧ ಕಚೇರಿಗಳಲ್ಲಿ ಸಿಬ್ಬಂದಿ ಕೊರತೆ ಇದೆ. ಕೂಡಲೇ ಭರ್ತಿ ಮಾಡಬೇಕು ಎಂದು ಒತ್ತಾಯಿಸಿದರು. ಪ್ರತಿಭಟನಾ ನಿರತರು ಘೋಷಣೆಗಳನ್ನು ಕೂಗಿದರು. ಬಳಿಕ ಜಿಲ್ಲಾಧಿಕಾರಿಗಳ ಮೂಲಕ ಮುಖ್ಯಮಂತ್ರಿಗಳಿಗೆ ಮನವಿ ಸಲ್ಲಿಸಿದರು. bbox=[510, 177, 600, 225]
masthead bbox=[42, 36, 904, 77]
yellow-dot-right bbox=[871, 1400, 883, 1412]
color-registration-marks-right bbox=[831, 1400, 903, 1412]
black-dot-right bbox=[891, 1400, 903, 1412]
bjp-para-6: ನಡೆಸಲು ಸಂಪೂರ್ಣ ನೆರವು ನೀಡಲಾಗುವುದು. ಜಿಲ್ಲೆಯ ಅಭಿವೃದ್ಧಿಗೆ ಸರ್ಕಾರ ಅನುದಾನ ಬಿಡುಗಡೆ ಮಾಡಬೇಕು. ಕೃಷಿ ಉತ್ಪನ್ನಗಳಿಗೆ ಸೂಕ್ತ ಬೆಲೆ ನಿಗದಿ ಮಾಡಬೇಕು ಎಂಬುದು ಸೇರಿದಂತೆ ಹಲವು ಬೇಡಿಕೆಗಳನ್ನು ಮನವಿಯಲ್ಲಿ ಪ್ರಸ್ತಾಪಿಸಲಾಗಿದೆ. ಈ ಸಂದರ್ಭದಲ್ಲಿ ಮುಖಂಡರು ಹಾಜರಿದ್ದರು. bbox=[803, 105, 900, 153]
bjp-para-4: ಪ್ರತಿಭಟನೆಯಲ್ಲಿ ಬಿಜೆಪಿ ಜಿಲ್ಲಾಧ್ಯಕ್ಷ ಸೇರಿದಂತೆ ಹಲವು ಮುಖಂಡರು ಭಾಗವಹಿಸಿದ್ದರು. bbox=[702, 224, 798, 240]
lead-headline: ಸಮಾಜದಲ್ಲಿ ಯಾರಿಗೂ ಕೆಡುಕು ಬಯಸದೆ ಸದ್ಗುಣವಂತರಾಗಿ: ಜ್ಞಾನೇಶ್ವರ ಸ್ವಾಮೀಜಿ bbox=[42, 83, 471, 127]
ambedkar-photo-caption: ಗೋಪುರದಲ್ಲಿ ಯುವ ವಿಭಾಗ ಡಾ.ಸುನೀಲ್ ಪೂರ್ವ ಮಾತನಾಡಿದರು. bbox=[494, 842, 592, 848]
academy-col-2 bbox=[820, 594, 900, 678]
lead-para-6: ಹಲವು ಸಂಘಟನೆಗಳ ಪದಾಧಿಕಾರಿಗಳು ಭಾಗವಹಿಸಿದ್ದರು. ಮುಂದಿನ ದಿನಗಳಲ್ಲಿ ಇದೇ ರೀತಿಯ ಕಾರ್ಯಕ್ರಮ ಹಮ್ಮಿಕೊಳ್ಳುವುದಾಗಿ ಸಂಘಟಕರು ತಿಳಿಸಿದರು. ಕಾರ್ಯಕ್ರಮಕ್ಕೂ ಮುನ್ನ ಭವ್ಯ ಮೆರವಣಿಗೆ ನಡೆಯಿತು. ಮೇಳ ವಾದ್ಯಗಳ ಸದ್ದು ಗ್ರಾಮದ ತುಂಬಾ ಪ್ರತಿಧ್ವನಿಸಿತು. bbox=[387, 134, 492, 174]
farmer-para-2: ರೈತ ಮುಖಂಡರು ನಿಯೋಗದೊಂದಿಗೆ ಭೇಟಿಯಾಗಿ ಮನವಿ ಸಲ್ಲಿಸಿದರು. ಬೆಳೆ ನಷ್ಟ ಪರಿಹಾರ ಶೀಘ್ರ ಬಿಡುಗಡೆ ಮಾಡುವಂತೆ ಒತ್ತಾಯಿಸಿದರು. ನೀರಾವರಿ ಯೋಜನೆಗಳ ಅನುಷ್ಠಾನಕ್ಕೆ ಆಗ್ರಹಿಸಿದರು. bbox=[42, 882, 176, 906]
coop-col-1 bbox=[261, 340, 353, 491]
bjp-photo-caption: ರಾಜ್ಯ ಸರ್ಕಾರದ ವಚಕ್ಕೆ ಆಗ್ರಹಿಸಿ, ಜಿಲ್ಲಾ ಬಿಜೆಪಿ ವತಿಯಿಂದ ಜಿಲ್ಲಾಧಿಕಾರಿ ಕಚೇರಿ ಮುಂದೆ ಪ್ರತಿಭಟನೆ ನಡೆಸಲಾಯಿತು. bbox=[619, 214, 784, 220]
blood-body: ಮಡಿಕೇರಿ, ಜ.9-ಸಂಸ್ಥೆಯ ವತಿಯಿಂದ ನಡೆಯುತ್ತಿರುವ ಉಚಿತ ಸೇವೆಗೆ ಇದೀಗ 7 ವರ್ಷ ತುಂಬಿದೆ. ಆಸಕ್ತರು ಈ ಕೆಳಗಿನ ಸಂಖ್ಯೆಗೆ ಸಂಪರ್ಕಿಸಬಹುದು ಎಂದು ಸಂಸ್ಥೆಯ ಅಧ್ಯಕ್ಷರು ತಿಳಿಸಿದ್ದಾರೆ. ಮಾಹಿತಿಗೆ ಮೊಬೈಲ್ ಸಂಖ್ಯೆ 87623 04217 ಅನ್ನು ಸಂಪರ್ಕಿಸುವಂತೆ ಕೋರಲಾಗಿದೆ. bbox=[803, 231, 900, 271]
cyan-dot-right bbox=[831, 1400, 843, 1412]
quote-mark-icon: ❝ bbox=[510, 598, 519, 616]
lead-para-4: ಬಳಿಕ ಎಂದರು. ಈ ಕಾರ್ಯಕ್ರಮದಲ್ಲಿ ಊರಿನ ಮುಖ್ಯಸ್ಥರು ಮುಖಂಡರು ಹಾಜರಿದ್ದರು. ನಂತರ ಮಹಿಳೆಯರು ಪೂರ್ಣಕುಂಭ ಸ್ವಾಗತ ಕೋರಿದರು. ಶ್ರೀಗಳು ಹಲವು ಮನೆಗಳಿಗೆ ಭೇಟಿ ನೀಡಿ ಆಶೀರ್ವಚನ ನೀಡಿದರು. ಸಂಜೆ ವೇಳೆಗೆ ವಿಶೇಷ ಪೂಜೆ ನೆರವೇರಿತು. ಶ್ರೀಗಳ ಆಗಮನದ ಹಿನ್ನೆಲೆಯಲ್ಲಿ ಇಡೀ ಗ್ರಾಮವೇ ಸಡಗರದಿಂದ ಕಂಗೊಳಿಸುತ್ತಿತ್ತು. ಭಕ್ತರು ಸಾವಿರಾರು ಸಂಖ್ಯೆಯಲ್ಲಿ ಸೇರಿದ್ದರು. bbox=[147, 258, 260, 306]
academy-story bbox=[652, 573, 904, 739]
school-visit-headline: ಬದಗನಗುಪ್ಪೆ ಸರ್ಕಾರಿ ಶಾಲೆಗೆ ಜಿಲ್ಲಾಧಿಕಾರಿ ಭೇಟಿ bbox=[441, 852, 645, 866]
coop-photo-caption: ವಿದ್ಯಾ ಇಲಾಖಾ ನೌಕರರ ಪತ್ತಿನ ಸೌಹಾರ್ದ ಸಹಕಾರಿ ಸಂಘದ ಅಧ್ಯಕ್ಷರು ಸುದ್ದಿಗೋಷ್ಠಿಯಲ್ಲಿ ಮಾತನಾಡಿದರು. bbox=[371, 429, 524, 435]
ambedkar-col-2 bbox=[341, 852, 441, 965]
